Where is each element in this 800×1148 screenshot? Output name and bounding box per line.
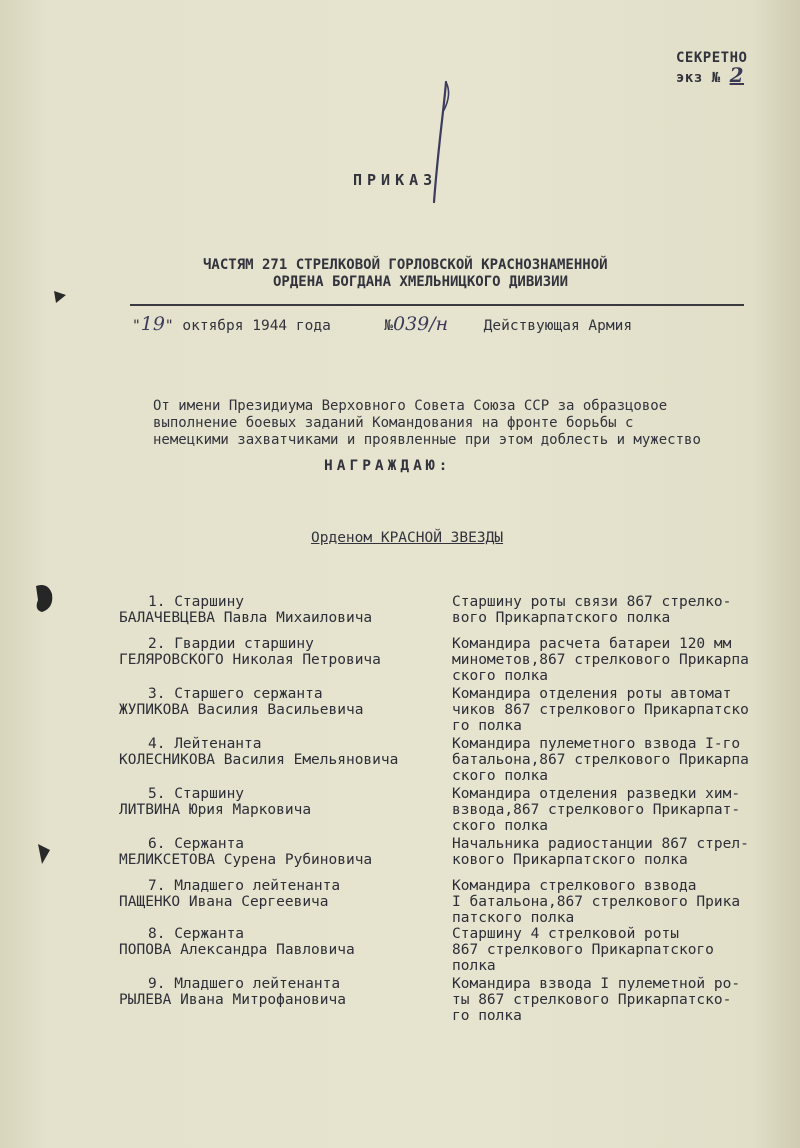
entry-position: Начальника радиостанции 867 стрел- кового Прикарпатского полка [452,836,749,868]
binder-hole-mark [34,840,56,868]
entry-rank: 8. Сержанта [148,926,245,942]
secret-label: СЕКРЕТНО [676,50,748,66]
entry-name: ПАЩЕНКО Ивана Сергеевича [119,894,329,910]
entry-name: КОЛЕСНИКОВА Василия Емельяновича [119,752,399,768]
entry-position: Командира взвода I пулеметной ро- ты 867 стрелкового Прикарпатско- го полка [452,976,741,1024]
copy-prefix: экз № [676,70,721,86]
entry-rank: 2. Гвардии старшину [148,636,314,652]
order-number-prefix: № [384,318,393,334]
units-line-1: ЧАСТЯМ 271 СТРЕЛКОВОЙ ГОРЛОВСКОЙ КРАСНОЗНАМЕННОЙ [203,257,608,273]
entry-position: Командира отделения разведки хим- взвода,867 стрелкового Прикарпат- ского полка [452,786,741,834]
order-name: Орденом КРАСНОЙ ЗВЕЗДЫ [311,530,504,546]
entry-position: Командира пулеметного взвода I-го батальона,867 стрелкового Прикарпа ского полка [452,736,749,784]
date-line [132,313,633,335]
entry-name: ЛИТВИНА Юрия Марковича [119,802,312,818]
binder-hole-mark [30,580,60,616]
award-verb: НАГРАЖДАЮ: [324,458,452,474]
entry-rank: 1. Старшину [148,594,245,610]
units-line-2: ОРДЕНА БОГДАНА ХМЕЛЬНИЦКОГО ДИВИЗИИ [273,274,569,290]
entry-rank: 6. Сержанта [148,836,245,852]
date-month-year: октября 1944 года [182,318,331,334]
entry-position: Командира отделения роты автомат чиков 867 стрелкового Прикарпатско го полка [452,686,749,734]
entry-name: ЖУПИКОВА Василия Васильевича [119,702,364,718]
entry-name: ПОПОВА Александра Павловича [119,942,355,958]
intro-paragraph: От имени Президиума Верховного Совета Союза ССР за образцовое выполнение боевых заданий Командования на фронте борьбы с немецкими захватчиками и проявленные при этом доблесть и мужество [153,398,701,448]
date-open-quote: " [132,318,141,334]
copy-number: 2 [729,63,745,87]
location: Действующая Армия [483,318,633,334]
binder-hole-mark [50,285,72,307]
entry-rank: 4. Лейтенанта [148,736,262,752]
date-day: 19 [140,313,165,335]
entry-rank: 9. Младшего лейтенанта [148,976,341,992]
entry-name: МЕЛИКСЕТОВА Сурена Рубиновича [119,852,373,868]
entry-name: РЫЛЕВА Ивана Митрофановича [119,992,346,1008]
order-number: 039/н [393,313,449,335]
entry-position: Старшину 4 стрелковой роты 867 стрелкового Прикарпатского полка [452,926,714,974]
date-close-quote: " [164,318,174,334]
entry-rank: 3. Старшего сержанта [148,686,323,702]
entry-rank: 5. Старшину [148,786,245,802]
divider-rule [130,304,744,306]
entry-name: БАЛАЧЕВЦЕВА Павла Михаиловича [119,610,373,626]
entry-position: Командира расчета батареи 120 мм минометов,867 стрелкового Прикарпа ского полка [452,636,749,684]
entry-rank: 7. Младшего лейтенанта [148,878,341,894]
entry-name: ГЕЛЯРОВСКОГО Николая Петровича [119,652,381,668]
entry-position: Старшину роты связи 867 стрелко- вого Прикарпатского полка [452,594,732,626]
entry-position: Командира стрелкового взвода I батальона,867 стрелкового Прика патского полка [452,878,741,926]
document-title: ПРИКАЗ [353,171,438,189]
secrecy-stamp [676,50,747,87]
